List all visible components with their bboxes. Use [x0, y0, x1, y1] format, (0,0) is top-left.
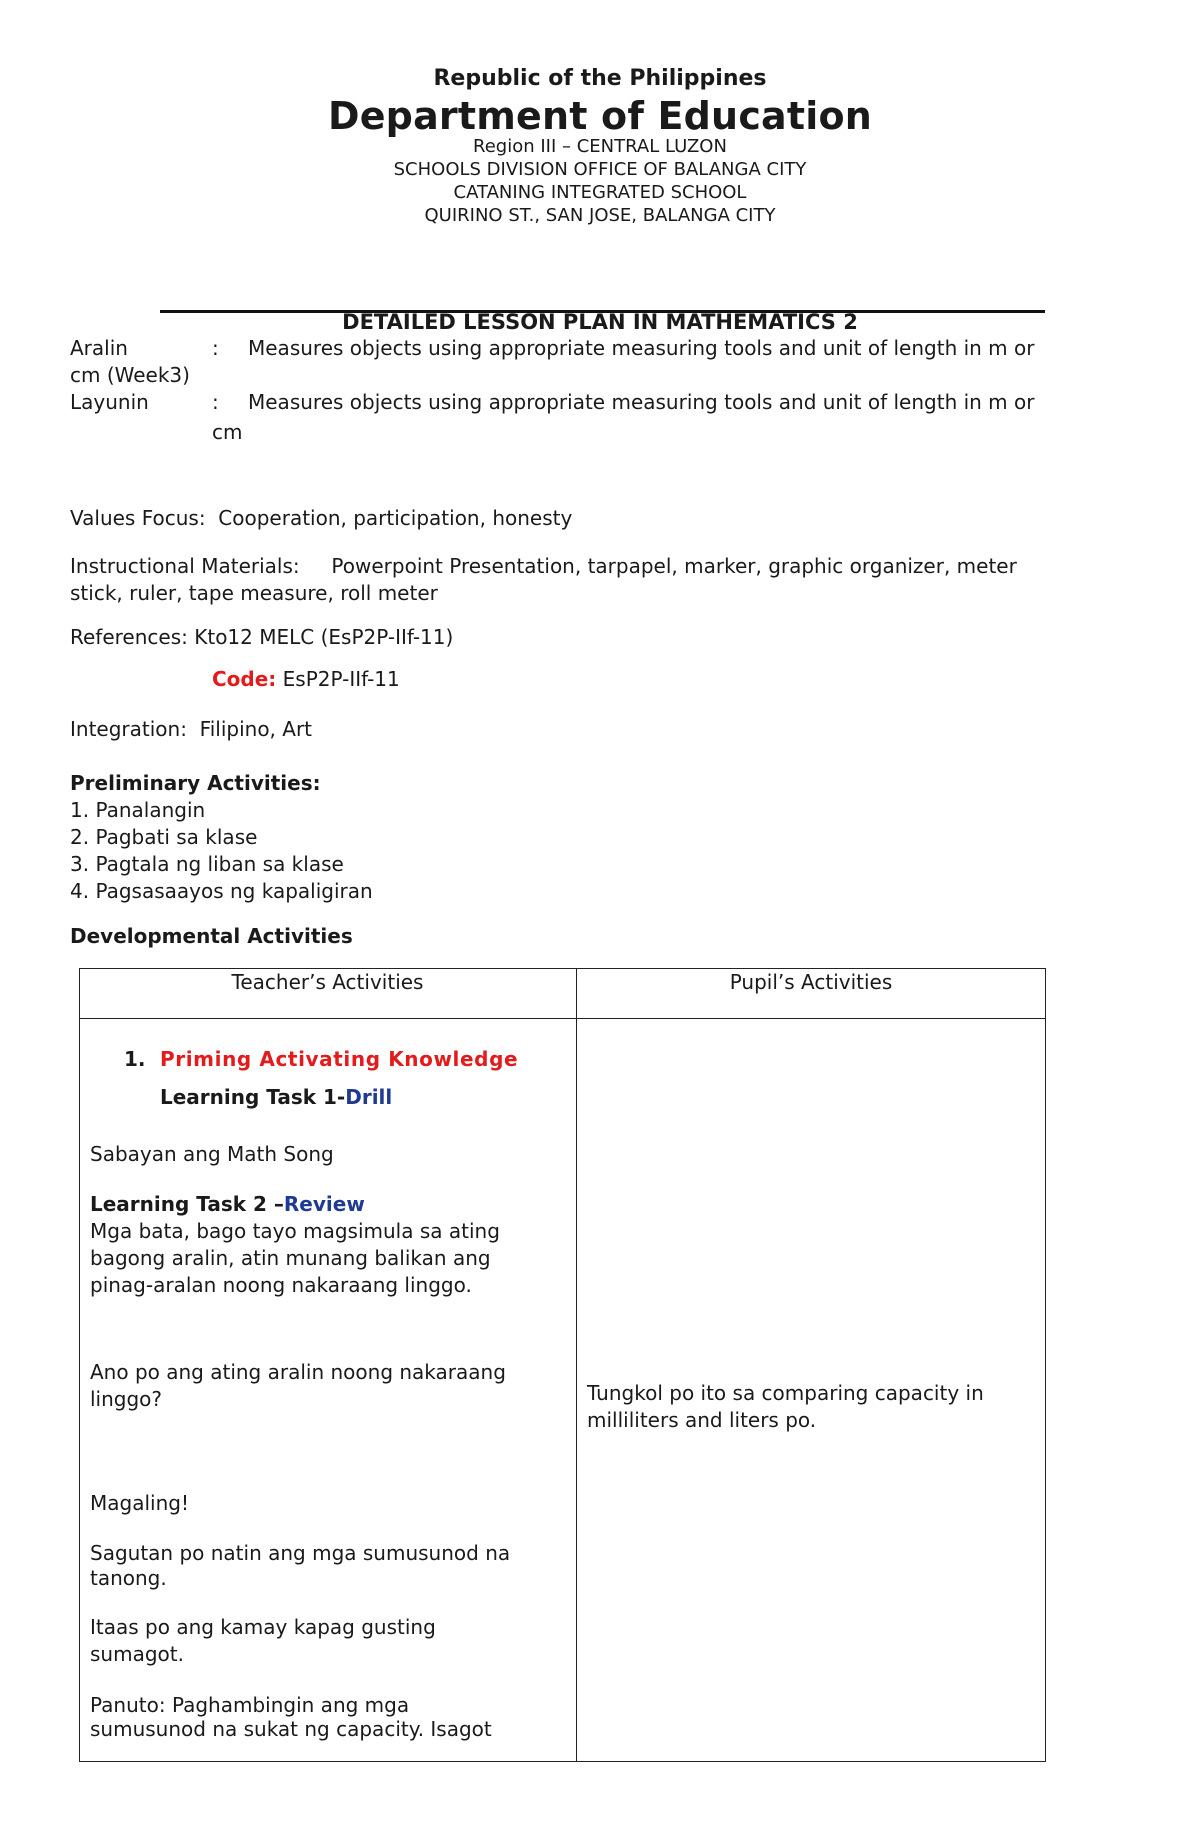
lesson-title: DETAILED LESSON PLAN IN MATHEMATICS 2 [342, 310, 858, 334]
republic-heading: Republic of the Philippines [433, 66, 767, 91]
materials-row [70, 553, 1017, 580]
teacher-activities-header: Teacher’s Activities [231, 970, 424, 994]
answer-instruction-line: tanong. [90, 1566, 167, 1590]
task1-type: Drill [345, 1085, 393, 1109]
school-line: CATANING INTEGRATED SCHOOL [453, 182, 747, 203]
review-line: pinag-aralan noong nakaraang linggo. [90, 1273, 472, 1297]
aralin-text: Measures objects using appropriate measuring tools and unit of length in m or [248, 336, 1035, 360]
values-focus-text: Cooperation, participation, honesty [218, 506, 573, 530]
references-row [70, 624, 453, 651]
table-header-divider [79, 1018, 1046, 1019]
priming-heading: Priming Activating Knowledge [160, 1047, 519, 1071]
materials-cont: stick, ruler, tape measure, roll meter [70, 581, 438, 605]
layunin-label: Layunin [70, 390, 149, 414]
address-line: QUIRINO ST., SAN JOSE, BALANGA CITY [424, 205, 776, 226]
review-line: bagong aralin, atin munang balikan ang [90, 1246, 491, 1270]
layunin-cont: cm [212, 420, 243, 444]
preliminary-heading: Preliminary Activities: [70, 771, 321, 795]
raise-hand-line: Itaas po ang kamay kapag gusting [90, 1615, 436, 1639]
panuto-line: Panuto: Paghambingin ang mga [90, 1693, 410, 1717]
review-line: Mga bata, bago tayo magsimula sa ating [90, 1219, 500, 1243]
preliminary-item: 4. Pagsasaayos ng kapaligiran [70, 879, 373, 903]
materials-text: Powerpoint Presentation, tarpapel, marker, graphic organizer, meter [331, 554, 1017, 578]
integration-text: Filipino, Art [199, 717, 313, 741]
question-line: Ano po ang ating aralin noong nakaraang [90, 1360, 506, 1384]
region-line: Region III – CENTRAL LUZON [473, 136, 727, 157]
praise-text: Magaling! [90, 1491, 189, 1515]
pupil-activities-header: Pupil’s Activities [729, 970, 893, 994]
pupil-answer-line: Tungkol po ito sa comparing capacity in [587, 1381, 984, 1405]
division-line: SCHOOLS DIVISION OFFICE OF BALANGA CITY [393, 159, 807, 180]
department-heading: Department of Education [327, 94, 873, 138]
raise-hand-line: sumagot. [90, 1642, 184, 1666]
layunin-text: Measures objects using appropriate measuring tools and unit of length in m or [248, 390, 1035, 414]
references-label: References: [70, 625, 188, 649]
values-focus-label: Values Focus: [70, 506, 206, 530]
learning-task-1 [160, 1084, 392, 1111]
learning-task-2 [90, 1191, 365, 1218]
aralin-label: Aralin [70, 336, 128, 360]
integration-label: Integration: [70, 717, 187, 741]
panuto-line: sumusunod na sukat ng capacity. Isagot [90, 1717, 492, 1741]
code-text: EsP2P-IIf-11 [282, 667, 400, 691]
code-label: Code: [212, 667, 277, 691]
task2-prefix: Learning Task 2 – [90, 1192, 284, 1216]
values-focus-row [70, 505, 572, 532]
aralin-cont: cm (Week3) [70, 363, 190, 387]
aralin-colon: : [212, 336, 219, 360]
table-column-divider [576, 968, 577, 1762]
preliminary-item: 2. Pagbati sa klase [70, 825, 258, 849]
preliminary-item: 3. Pagtala ng liban sa klase [70, 852, 344, 876]
task2-type: Review [283, 1192, 365, 1216]
answer-instruction-line: Sagutan po natin ang mga sumusunod na [90, 1541, 511, 1565]
priming-number: 1. [124, 1047, 146, 1071]
math-song-text: Sabayan ang Math Song [90, 1142, 334, 1166]
pupil-answer-line: milliliters and liters po. [587, 1408, 817, 1432]
developmental-heading: Developmental Activities [70, 924, 353, 948]
preliminary-item: 1. Panalangin [70, 798, 206, 822]
materials-label: Instructional Materials: [70, 554, 300, 578]
integration-row [70, 716, 312, 743]
task1-prefix: Learning Task 1- [160, 1085, 346, 1109]
code-row [212, 666, 400, 693]
question-line: linggo? [90, 1387, 163, 1411]
references-text: Kto12 MELC (EsP2P-IIf-11) [194, 625, 454, 649]
layunin-colon: : [212, 390, 219, 414]
